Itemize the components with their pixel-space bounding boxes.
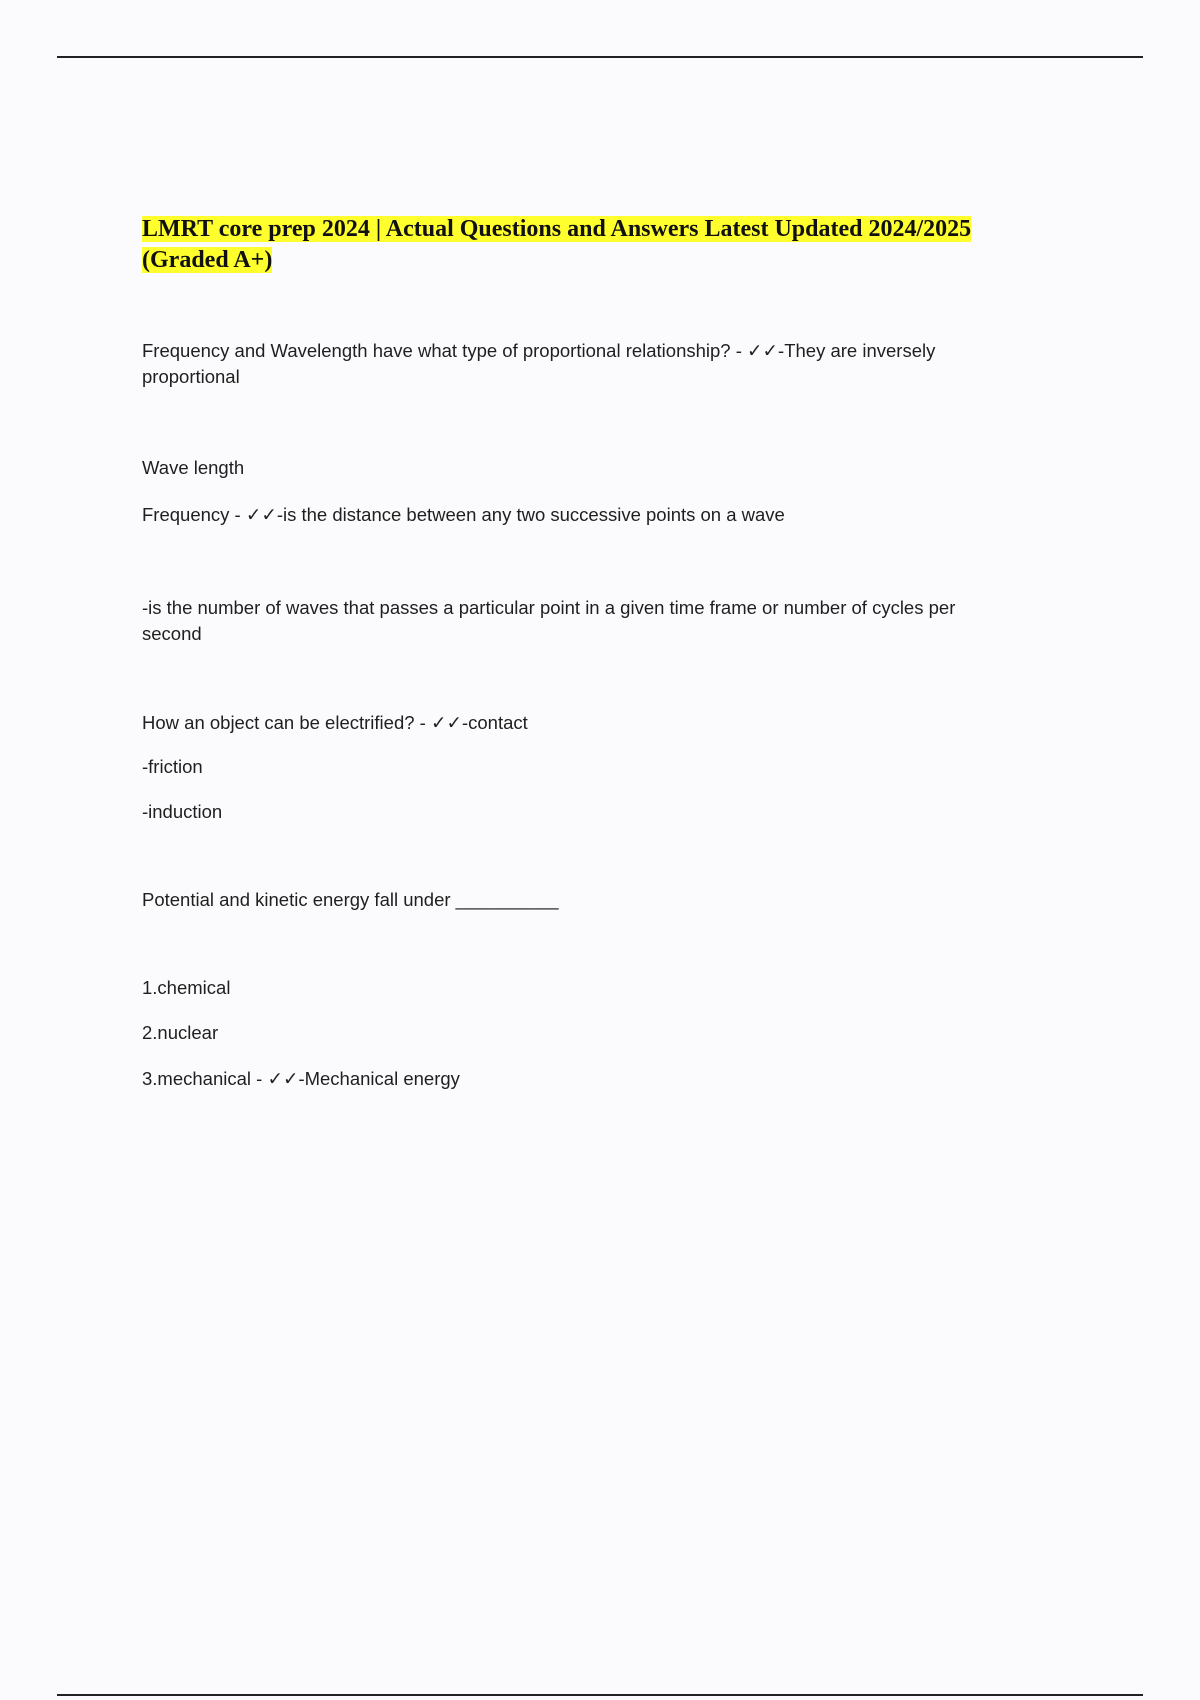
option-chemical: 1.chemical (142, 977, 231, 998)
option-mechanical-answer: 3.mechanical - ✓✓-Mechanical energy (142, 1068, 460, 1089)
footer-rule (57, 1694, 1143, 1696)
document-title (142, 214, 1002, 276)
question-energy-category: Potential and kinetic energy fall under __________ (142, 889, 559, 910)
option-nuclear: 2.nuclear (142, 1022, 219, 1043)
title-highlight: LMRT core prep 2024 | Actual Questions and Answers Latest Updated 2024/2025 (Graded A+) (142, 216, 972, 273)
answer-cycles-per-second: -is the number of waves that passes a particular point in a given time frame or number of cycles per second (142, 597, 956, 644)
header-rule (57, 56, 1143, 58)
answer-induction: -induction (142, 801, 223, 822)
qa-electrified-object: How an object can be electrified? - ✓✓-contact (142, 712, 528, 733)
term-wave-length: Wave length (142, 457, 245, 478)
qa-frequency-wavelength: Frequency and Wavelength have what type of proportional relationship? - ✓✓-They are inversely proportional (142, 340, 936, 387)
qa-frequency-definition: Frequency - ✓✓-is the distance between any two successive points on a wave (142, 504, 785, 525)
answer-friction: -friction (142, 756, 203, 777)
